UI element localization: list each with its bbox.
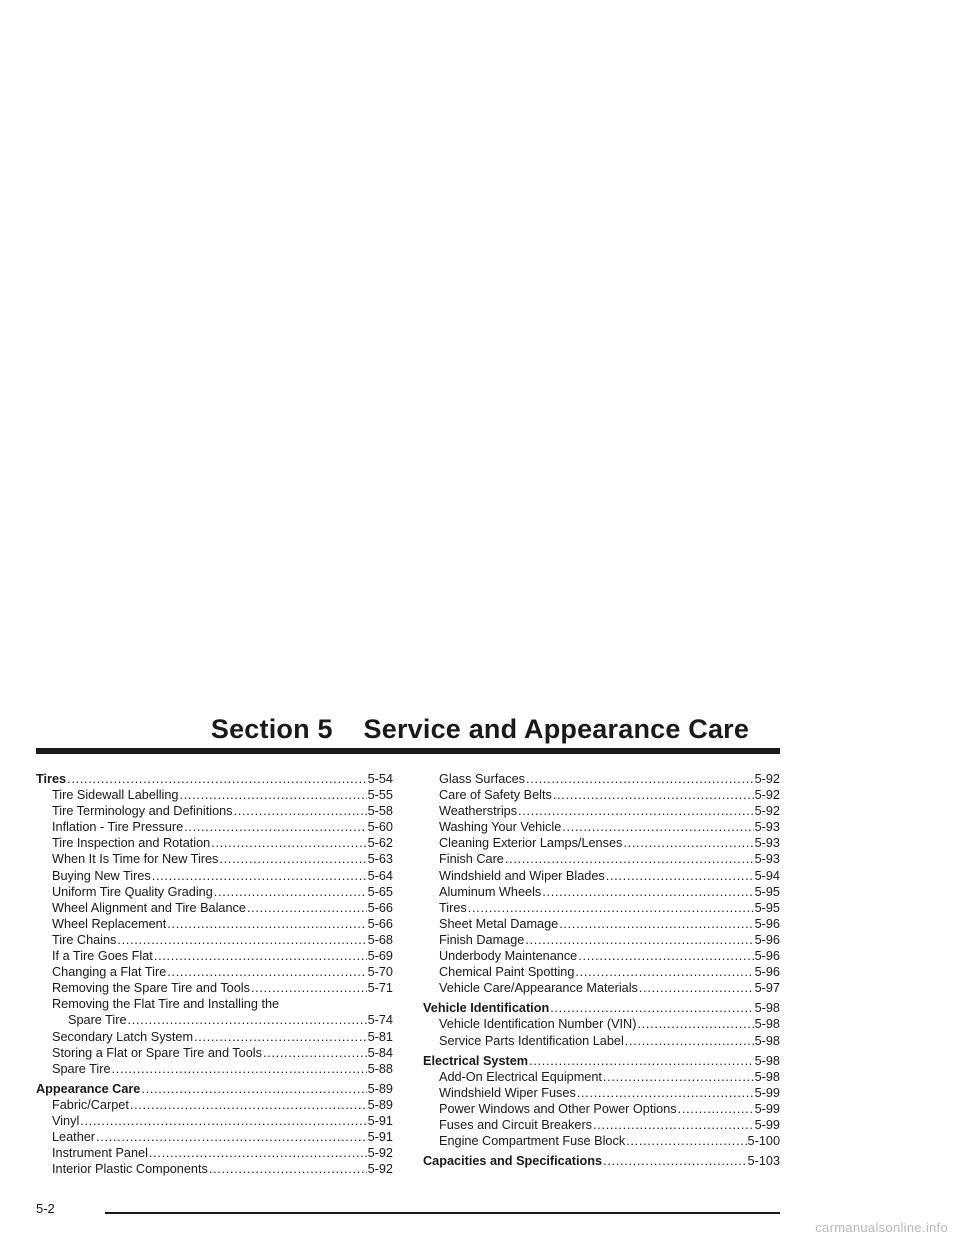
toc-item[interactable]: Uniform Tire Quality Grading ..... 5-65 (36, 884, 393, 900)
toc-item[interactable]: Chemical Paint Spotting ..... 5-96 (423, 964, 780, 980)
toc-item[interactable]: Finish Damage ..... 5-96 (423, 932, 780, 948)
toc-item[interactable]: Power Windows and Other Power Options ..... 5-99 (423, 1101, 780, 1117)
toc-item[interactable]: Tires ..... 5-95 (423, 900, 780, 916)
toc-item[interactable]: Tire Terminology and Definitions ..... 5-58 (36, 803, 393, 819)
toc-item[interactable]: Changing a Flat Tire ..... 5-70 (36, 964, 393, 980)
toc-group-appearance-care-continued (423, 771, 780, 996)
toc-item[interactable]: Wheel Alignment and Tire Balance ..... 5-66 (36, 900, 393, 916)
section-title: Section 5 Service and Appearance Care (210, 714, 750, 744)
toc-item[interactable]: Fuses and Circuit Breakers ..... 5-99 (423, 1117, 780, 1133)
toc-item[interactable]: If a Tire Goes Flat ..... 5-69 (36, 948, 393, 964)
footer-rule (105, 1212, 780, 1214)
toc-item[interactable]: Aluminum Wheels ..... 5-95 (423, 884, 780, 900)
toc-item[interactable]: Interior Plastic Components ..... 5-92 (36, 1161, 393, 1177)
toc-item[interactable]: Cleaning Exterior Lamps/Lenses ..... 5-93 (423, 835, 780, 851)
toc-heading[interactable]: Vehicle Identification ..... 5-98 (423, 1000, 780, 1016)
toc-item[interactable]: Tire Chains ..... 5-68 (36, 932, 393, 948)
toc-item[interactable]: Tire Inspection and Rotation ..... 5-62 (36, 835, 393, 851)
toc-item[interactable]: Windshield Wiper Fuses ..... 5-99 (423, 1085, 780, 1101)
toc-group-capacities (423, 1153, 780, 1169)
toc-item[interactable]: Leather ..... 5-91 (36, 1129, 393, 1145)
watermark: carmanualsonline.info (815, 1220, 948, 1235)
toc-item[interactable]: Vinyl ..... 5-91 (36, 1113, 393, 1129)
toc-item[interactable]: Vehicle Care/Appearance Materials ..... 5-97 (423, 980, 780, 996)
toc-group-appearance-care (36, 1081, 393, 1178)
toc-group-vehicle-identification (423, 1000, 780, 1048)
toc-item[interactable]: Washing Your Vehicle ..... 5-93 (423, 819, 780, 835)
toc-item[interactable]: Service Parts Identification Label ..... 5-98 (423, 1033, 780, 1049)
toc-item[interactable]: Sheet Metal Damage ..... 5-96 (423, 916, 780, 932)
toc-item[interactable]: Wheel Replacement ..... 5-66 (36, 916, 393, 932)
toc-item[interactable]: Underbody Maintenance ..... 5-96 (423, 948, 780, 964)
toc-item[interactable]: Inflation - Tire Pressure ..... 5-60 (36, 819, 393, 835)
toc-heading[interactable]: Capacities and Specifications ..... 5-103 (423, 1153, 780, 1169)
toc-item[interactable]: When It Is Time for New Tires ..... 5-63 (36, 851, 393, 867)
toc-item[interactable]: Secondary Latch System ..... 5-81 (36, 1029, 393, 1045)
page-number: 5-2 (36, 1201, 55, 1216)
toc-item[interactable]: Tire Sidewall Labelling ..... 5-55 (36, 787, 393, 803)
toc-heading[interactable]: Appearance Care ..... 5-89 (36, 1081, 393, 1097)
toc-item[interactable]: Fabric/Carpet ..... 5-89 (36, 1097, 393, 1113)
toc-item[interactable]: Add-On Electrical Equipment ..... 5-98 (423, 1069, 780, 1085)
toc-item[interactable]: Spare Tire ..... 5-88 (36, 1061, 393, 1077)
toc-group-tires (36, 771, 393, 1077)
toc-item[interactable]: Vehicle Identification Number (VIN) ..... 5-98 (423, 1016, 780, 1032)
toc-item[interactable]: Storing a Flat or Spare Tire and Tools ..... 5-84 (36, 1045, 393, 1061)
toc-item[interactable]: Instrument Panel ..... 5-92 (36, 1145, 393, 1161)
title-rule (36, 748, 780, 754)
toc-group-electrical-system (423, 1053, 780, 1150)
toc-heading[interactable]: Tires ..... 5-54 (36, 771, 393, 787)
toc-item[interactable]: Weatherstrips ..... 5-92 (423, 803, 780, 819)
toc-item[interactable]: Windshield and Wiper Blades ..... 5-94 (423, 868, 780, 884)
toc-item[interactable]: Finish Care ..... 5-93 (423, 851, 780, 867)
toc-right-column (423, 771, 780, 1173)
toc-left-column (36, 771, 393, 1181)
toc-item[interactable]: Removing the Spare Tire and Tools ..... 5-71 (36, 980, 393, 996)
toc-item[interactable]: Spare Tire ..... 5-74 (36, 1012, 393, 1028)
toc-item[interactable]: Engine Compartment Fuse Block ..... 5-100 (423, 1133, 780, 1149)
toc-item[interactable]: Buying New Tires ..... 5-64 (36, 868, 393, 884)
toc-item[interactable]: Glass Surfaces ..... 5-92 (423, 771, 780, 787)
toc-item-wrapped-line[interactable]: Removing the Flat Tire and Installing the (52, 997, 280, 1012)
toc-item[interactable]: Care of Safety Belts ..... 5-92 (423, 787, 780, 803)
toc-heading[interactable]: Electrical System ..... 5-98 (423, 1053, 780, 1069)
